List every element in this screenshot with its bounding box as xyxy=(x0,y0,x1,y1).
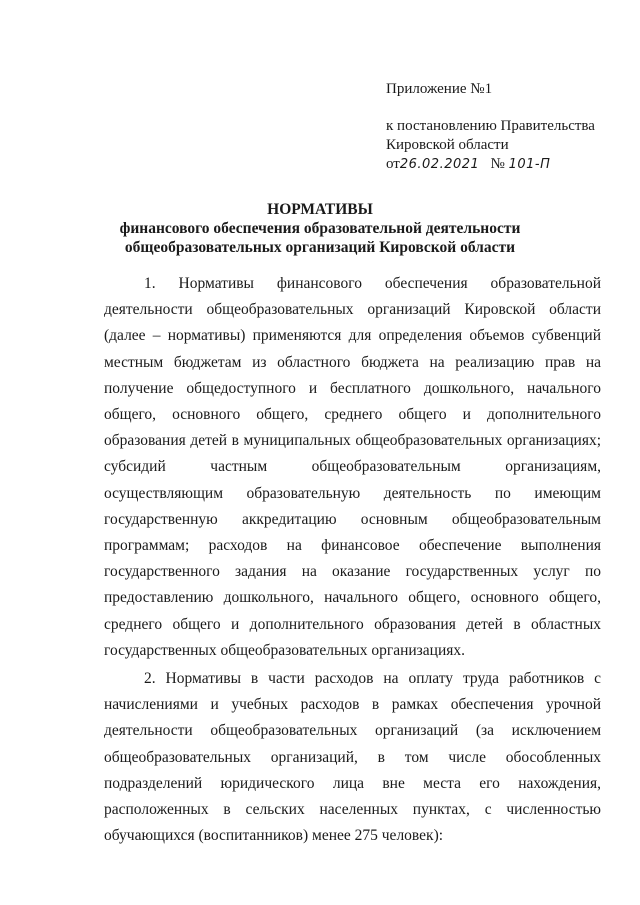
appendix-block xyxy=(386,80,626,174)
handwritten-date: 26.02.2021 xyxy=(399,157,480,172)
appendix-date-number-line xyxy=(386,155,626,174)
heading-subtitle-line2: общеобразовательных организаций Кировской области xyxy=(124,239,516,256)
date-prefix: от xyxy=(386,156,400,172)
paragraph-2: 2. Нормативы в части расходов на оплату труда работников с начислениями и учебных расходов в рамках обеспечения урочной деятельности общеобразовательных организаций (за исключением общеобразовательных организаций, в том числе обособленных подразделений юридического лица вне места его нахождения, расположенных в сельских населенных пунктах, с численностью обучающихся (воспитанников) менее 275 человек): xyxy=(104,670,601,845)
number-prefix: № xyxy=(490,156,505,172)
document-heading xyxy=(0,200,640,257)
appendix-title: Приложение №1 xyxy=(386,81,493,97)
heading-subtitle-line1: финансового обеспечения образовательной деятельности xyxy=(119,220,521,237)
handwritten-number: 101-П xyxy=(508,157,551,172)
paragraph-1: 1. Нормативы финансового обеспечения образовательной деятельности общеобразовательных организаций Кировской области (далее – нормативы) применяются для определения объемов субвенций местным бюджетам из областного бюджета на реализацию прав на получение общедоступного и бесплатного дошкольного, начального общего, основного общего, среднего общего и дополнительного образования детей в муниципальных общеобразовательных организациях; субсидий частным общеобразовательным организациям, осуществляющим образовательную деятельность по имеющим государственную аккредитацию основным общеобразовательным программам; расходов на финансовое обеспечение выполнения государственного задания на оказание государственных услуг по предоставлению дошкольного, начального общего, основного общего, среднего общего и дополнительного образования детей в областных государственных общеобразовательных организациях. xyxy=(104,275,601,659)
appendix-region-line: Кировской области xyxy=(386,137,509,153)
appendix-resolution-line: к постановлению Правительства xyxy=(386,118,595,134)
heading-title: НОРМАТИВЫ xyxy=(267,201,373,218)
document-body xyxy=(104,271,601,849)
